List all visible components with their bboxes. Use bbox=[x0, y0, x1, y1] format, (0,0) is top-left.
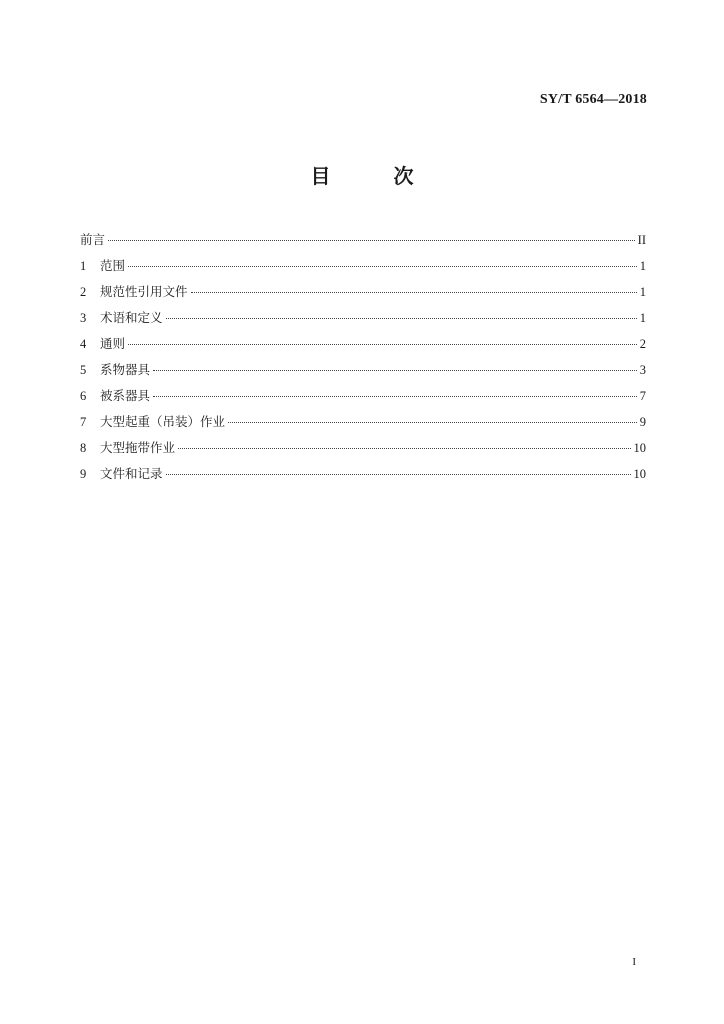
toc-entry-number: 2 bbox=[80, 285, 87, 299]
toc-entry-label: 大型起重（吊装）作业 bbox=[100, 414, 226, 429]
toc-leader-dots bbox=[166, 318, 637, 319]
toc-leader-dots bbox=[128, 344, 637, 345]
toc-entry-number: 8 bbox=[80, 441, 87, 455]
toc-entry-label: 系物器具 bbox=[100, 362, 151, 377]
toc-entry-number: 7 bbox=[80, 415, 87, 429]
toc-entry-number: 4 bbox=[80, 337, 87, 351]
toc-leader-dots bbox=[128, 266, 637, 267]
toc-entry-1[interactable] bbox=[80, 258, 646, 284]
toc-entry-5[interactable] bbox=[80, 362, 646, 388]
toc-leader-dots bbox=[153, 396, 637, 397]
toc-leader-dots bbox=[166, 474, 631, 475]
toc-entry-page: 1 bbox=[639, 259, 646, 273]
toc-entry-label: 被系器具 bbox=[100, 388, 151, 403]
toc-entry-2[interactable] bbox=[80, 284, 646, 310]
toc-entry-page: 1 bbox=[639, 285, 646, 299]
toc-entry-6[interactable] bbox=[80, 388, 646, 414]
toc-entry-number: 6 bbox=[80, 389, 87, 403]
toc-leader-dots bbox=[108, 240, 635, 241]
standard-code: SY/T 6564—2018 bbox=[539, 92, 647, 107]
page-number: I bbox=[632, 956, 636, 968]
toc-leader-dots bbox=[153, 370, 637, 371]
toc-entry-4[interactable] bbox=[80, 336, 646, 362]
toc-entry-7[interactable] bbox=[80, 414, 646, 440]
toc-leader-dots bbox=[191, 292, 637, 293]
toc-title: 目 次 bbox=[310, 164, 442, 188]
table-of-contents bbox=[80, 232, 646, 492]
toc-entry-label: 前言 bbox=[80, 232, 106, 247]
toc-entry-page: 9 bbox=[639, 415, 646, 429]
toc-entry-page: 3 bbox=[639, 363, 646, 377]
toc-entry-foreword[interactable] bbox=[80, 232, 646, 258]
toc-entry-label: 通则 bbox=[100, 336, 126, 351]
toc-entry-label: 大型拖带作业 bbox=[100, 440, 176, 455]
toc-entry-3[interactable] bbox=[80, 310, 646, 336]
toc-leader-dots bbox=[178, 448, 630, 449]
toc-entry-label: 术语和定义 bbox=[100, 310, 163, 325]
toc-entry-page: 7 bbox=[639, 389, 646, 403]
toc-entry-9[interactable] bbox=[80, 466, 646, 492]
toc-entry-label: 范围 bbox=[100, 258, 126, 273]
toc-entry-number: 1 bbox=[80, 259, 87, 273]
toc-entry-number: 5 bbox=[80, 363, 87, 377]
toc-entry-page: 2 bbox=[639, 337, 646, 351]
toc-entry-page: II bbox=[637, 233, 646, 247]
toc-entry-8[interactable] bbox=[80, 440, 646, 466]
toc-leader-dots bbox=[228, 422, 637, 423]
toc-entry-page: 10 bbox=[633, 441, 646, 455]
toc-entry-page: 1 bbox=[639, 311, 646, 325]
toc-entry-number: 9 bbox=[80, 467, 87, 481]
toc-entry-page: 10 bbox=[633, 467, 646, 481]
toc-entry-number: 3 bbox=[80, 311, 87, 325]
toc-entry-label: 规范性引用文件 bbox=[100, 284, 188, 299]
toc-entry-label: 文件和记录 bbox=[100, 466, 163, 481]
